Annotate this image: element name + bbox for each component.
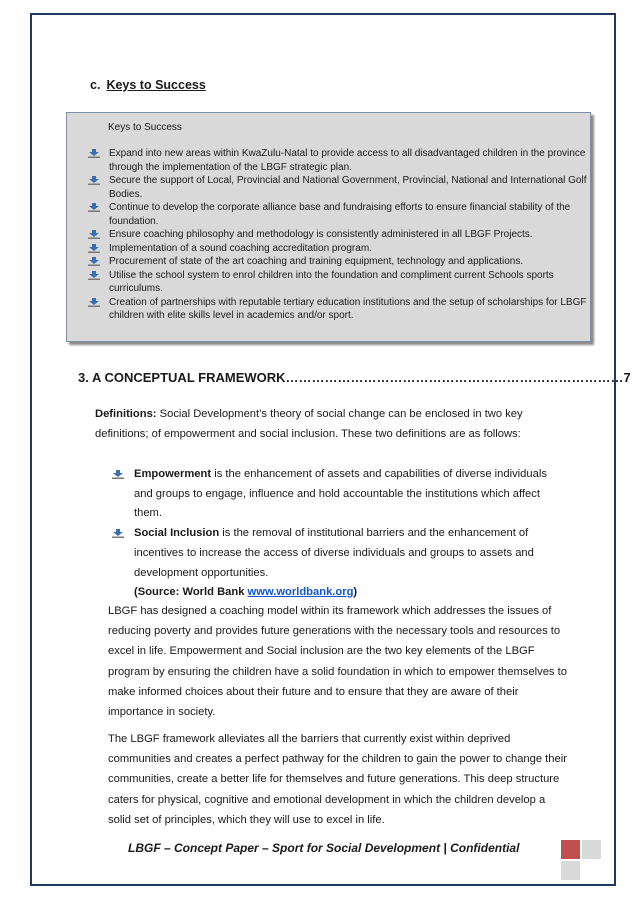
definition-term: Empowerment <box>134 468 212 480</box>
footer-square-red <box>561 840 580 859</box>
definitions-label: Definitions: <box>95 408 157 420</box>
list-item-text: Creation of partnerships with reputable tertiary education institutions and the setup of scholarships for LBGF children with elite skills level in academics and/or sport. <box>109 296 587 321</box>
list-item-text: Implementation of a sound coaching accreditation program. <box>109 242 372 254</box>
list-item-text: Utilise the school system to enrol children into the foundation and compliment current Schools sports curriculums. <box>109 269 554 294</box>
list-item <box>88 228 588 242</box>
source-prefix: (Source: World Bank <box>134 586 248 599</box>
footer-text: LBGF – Concept Paper – Sport for Social Development | Confidential <box>128 841 520 855</box>
worldbank-link[interactable]: www.worldbank.org <box>247 586 354 599</box>
list-item-text: Ensure coaching philosophy and methodology is consistently administered in all LBGF Projects. <box>109 229 533 240</box>
bullet-icon <box>112 529 124 538</box>
list-item <box>88 174 588 201</box>
bullet-icon <box>88 244 100 253</box>
source-line <box>112 583 562 603</box>
list-item <box>88 269 588 296</box>
paragraph-framework: The LBGF framework alleviates all the barriers that currently exist within deprived communities and creates a perfect pathway for the children to gain the power to change their communities, create a better life for themselves and future generations. This deep structure caters for physical, cognitive and emotional development in which the children develop a solid set of principles, which they will use to excel in life. <box>108 733 567 826</box>
source-suffix: ) <box>353 586 358 599</box>
footer-square-grey <box>561 861 580 880</box>
definition-text: is the removal of institutional barriers and the enhancement of incentives to increase the access of diverse individuals and groups to assets and development opportunities. <box>134 527 534 579</box>
list-item <box>88 147 588 174</box>
bullet-icon <box>88 203 100 212</box>
bullet-icon <box>88 230 100 239</box>
section-title: Keys to Success <box>106 78 206 92</box>
bullet-icon <box>88 298 100 307</box>
paragraph-coaching-model: LBGF has designed a coaching model within its framework which addresses the issues of reducing poverty and provides future generations with the necessary tools and resources to excel in life. Empowerment and Social inclusion are the two key elements of the LBGF program by ensuring the children have a solid foundation in which to empower themselves to make informed choices about their future and to ensure that they are aware of their importance in society. <box>108 605 567 719</box>
box-title: Keys to Success <box>108 122 182 133</box>
list-item <box>112 465 562 524</box>
definitions-list <box>112 465 562 603</box>
list-item-text: Procurement of state of the art coaching and training equipment, technology and applications. <box>109 256 524 267</box>
list-item <box>88 296 588 323</box>
bullet-icon <box>88 176 100 185</box>
section-heading: 3. A CONCEPTUAL FRAMEWORK……………………………………………………………………7 <box>78 370 631 385</box>
section-letter: c. <box>90 78 101 92</box>
list-item-text: Expand into new areas within KwaZulu-Natal to provide access to all disadvantaged children in the province through the implementation of the LBGF strategic plan. <box>109 148 586 173</box>
bullet-icon <box>88 271 100 280</box>
list-item <box>88 201 588 228</box>
bullet-icon <box>112 470 124 479</box>
list-item-text: Continue to develop the corporate alliance base and fundraising efforts to ensure financial stability of the foundation. <box>109 202 571 227</box>
bullet-icon <box>88 149 100 158</box>
definition-text: is the enhancement of assets and capabilities of diverse individuals and groups to engage, influence and hold accountable the institutions which affect them. <box>134 468 547 520</box>
list-item-text: Secure the support of Local, Provincial and National Government, Provincial, National and International Golf Bodies. <box>109 175 587 200</box>
definitions-paragraph <box>95 404 575 444</box>
section-c-heading <box>90 78 206 92</box>
definition-term: Social Inclusion <box>134 527 220 540</box>
bullet-icon <box>88 257 100 266</box>
footer-square-grey <box>582 840 601 859</box>
keys-list <box>88 147 588 323</box>
list-item <box>88 242 588 256</box>
list-item <box>88 255 588 269</box>
list-item <box>112 524 562 583</box>
definitions-text: Social Development’s theory of social change can be enclosed in two key definitions; of empowerment and social inclusion. These two definitions are as follows: <box>95 408 523 441</box>
